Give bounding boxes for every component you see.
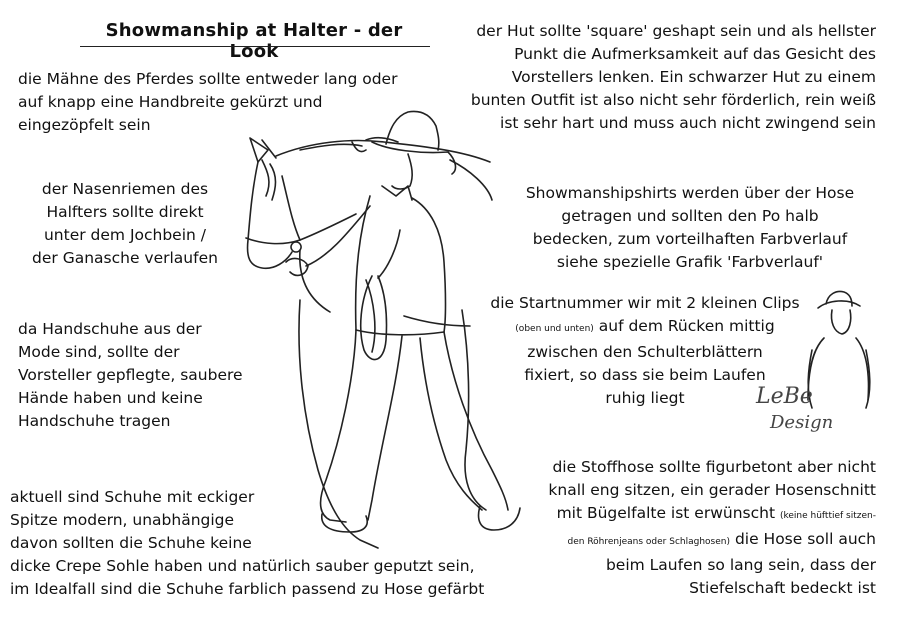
horse-ear-left	[250, 138, 268, 162]
page-title: Showmanship at Halter - der Look	[105, 20, 403, 62]
noseband-note: der Nasenriemen des Halfters sollte direkt unter dem Jochbein / der Ganasche verlaufen	[32, 180, 218, 267]
horse-neck-bottom	[300, 214, 356, 240]
horse-face	[248, 162, 292, 268]
horse-mane	[300, 142, 366, 152]
halter-noseband	[246, 238, 300, 244]
shirt-hem	[356, 330, 444, 335]
hat-brim	[372, 142, 455, 174]
logo-line-2: Design	[770, 412, 834, 433]
logo-line-1: LeBe	[756, 384, 813, 409]
handler-torso	[356, 196, 446, 332]
gloves-note: da Handschuhe aus der Mode sind, sollte der Vorsteller gepflegte, saubere Hände haben und keine Handschuhe tragen	[18, 320, 243, 430]
shoes-note: aktuell sind Schuhe mit eckiger Spitze modern, unabhängige davon sollten die Schuhe keine dicke Crepe Sohle haben und natürlich sauber geputzt sein, im Idealfall sind die Schuhe farblich passend zu Hose gefärbt	[10, 488, 485, 598]
handler-face	[392, 154, 412, 189]
mini-head	[831, 310, 850, 334]
shirt-note: Showmanshipshirts werden über der Hose getragen und sollten den Po halb bedecken, zum vorteilhaften Farbverlauf siehe spezielle Grafik 'Farbverlauf'	[525, 184, 855, 271]
mini-hat	[818, 292, 860, 309]
number-note: die Startnummer wir mit 2 kleinen Clips (oben und unten) auf dem Rücken mittig zwischen den Schulterblättern fixiert, so dass sie beim Laufen ruhig liegt	[490, 294, 800, 407]
mini-back	[808, 338, 869, 400]
handler-hand	[286, 259, 308, 276]
pants-note: die Stoffhose sollte figurbetont aber nicht knall eng sitzen, ein gerader Hosenschnitt mit Bügelfalte ist erwünscht (keine hüfttief sitzen- den Röhrenjeans oder Schlaghosen) die Hose soll auch beim Laufen so lang sein, dass der Stiefelschaft bedeckt ist	[548, 458, 876, 597]
mane-note: die Mähne des Pferdes sollte entweder lang oder auf knapp eine Handbreite gekürzt und eingezöpfelt sein	[18, 70, 398, 134]
handler-arm-left	[378, 230, 400, 278]
lead-rope	[300, 250, 387, 359]
hat-note: der Hut sollte 'square' geshapt sein und als hellster Punkt die Aufmerksamkeit auf das Gesicht des Vorstellers lenken. Ein schwarzer Hut zu einem bunten Outfit ist also nicht sehr förderlich, rein weiß ist sehr hart und muss auch nicht zwingend sein	[470, 22, 876, 132]
mini-arm	[808, 350, 870, 408]
horse-belly	[404, 316, 470, 326]
horse-forelock	[262, 160, 276, 200]
horse-back	[450, 160, 492, 200]
horse-neck-top	[276, 141, 490, 162]
halter-cheekpiece	[282, 176, 300, 240]
